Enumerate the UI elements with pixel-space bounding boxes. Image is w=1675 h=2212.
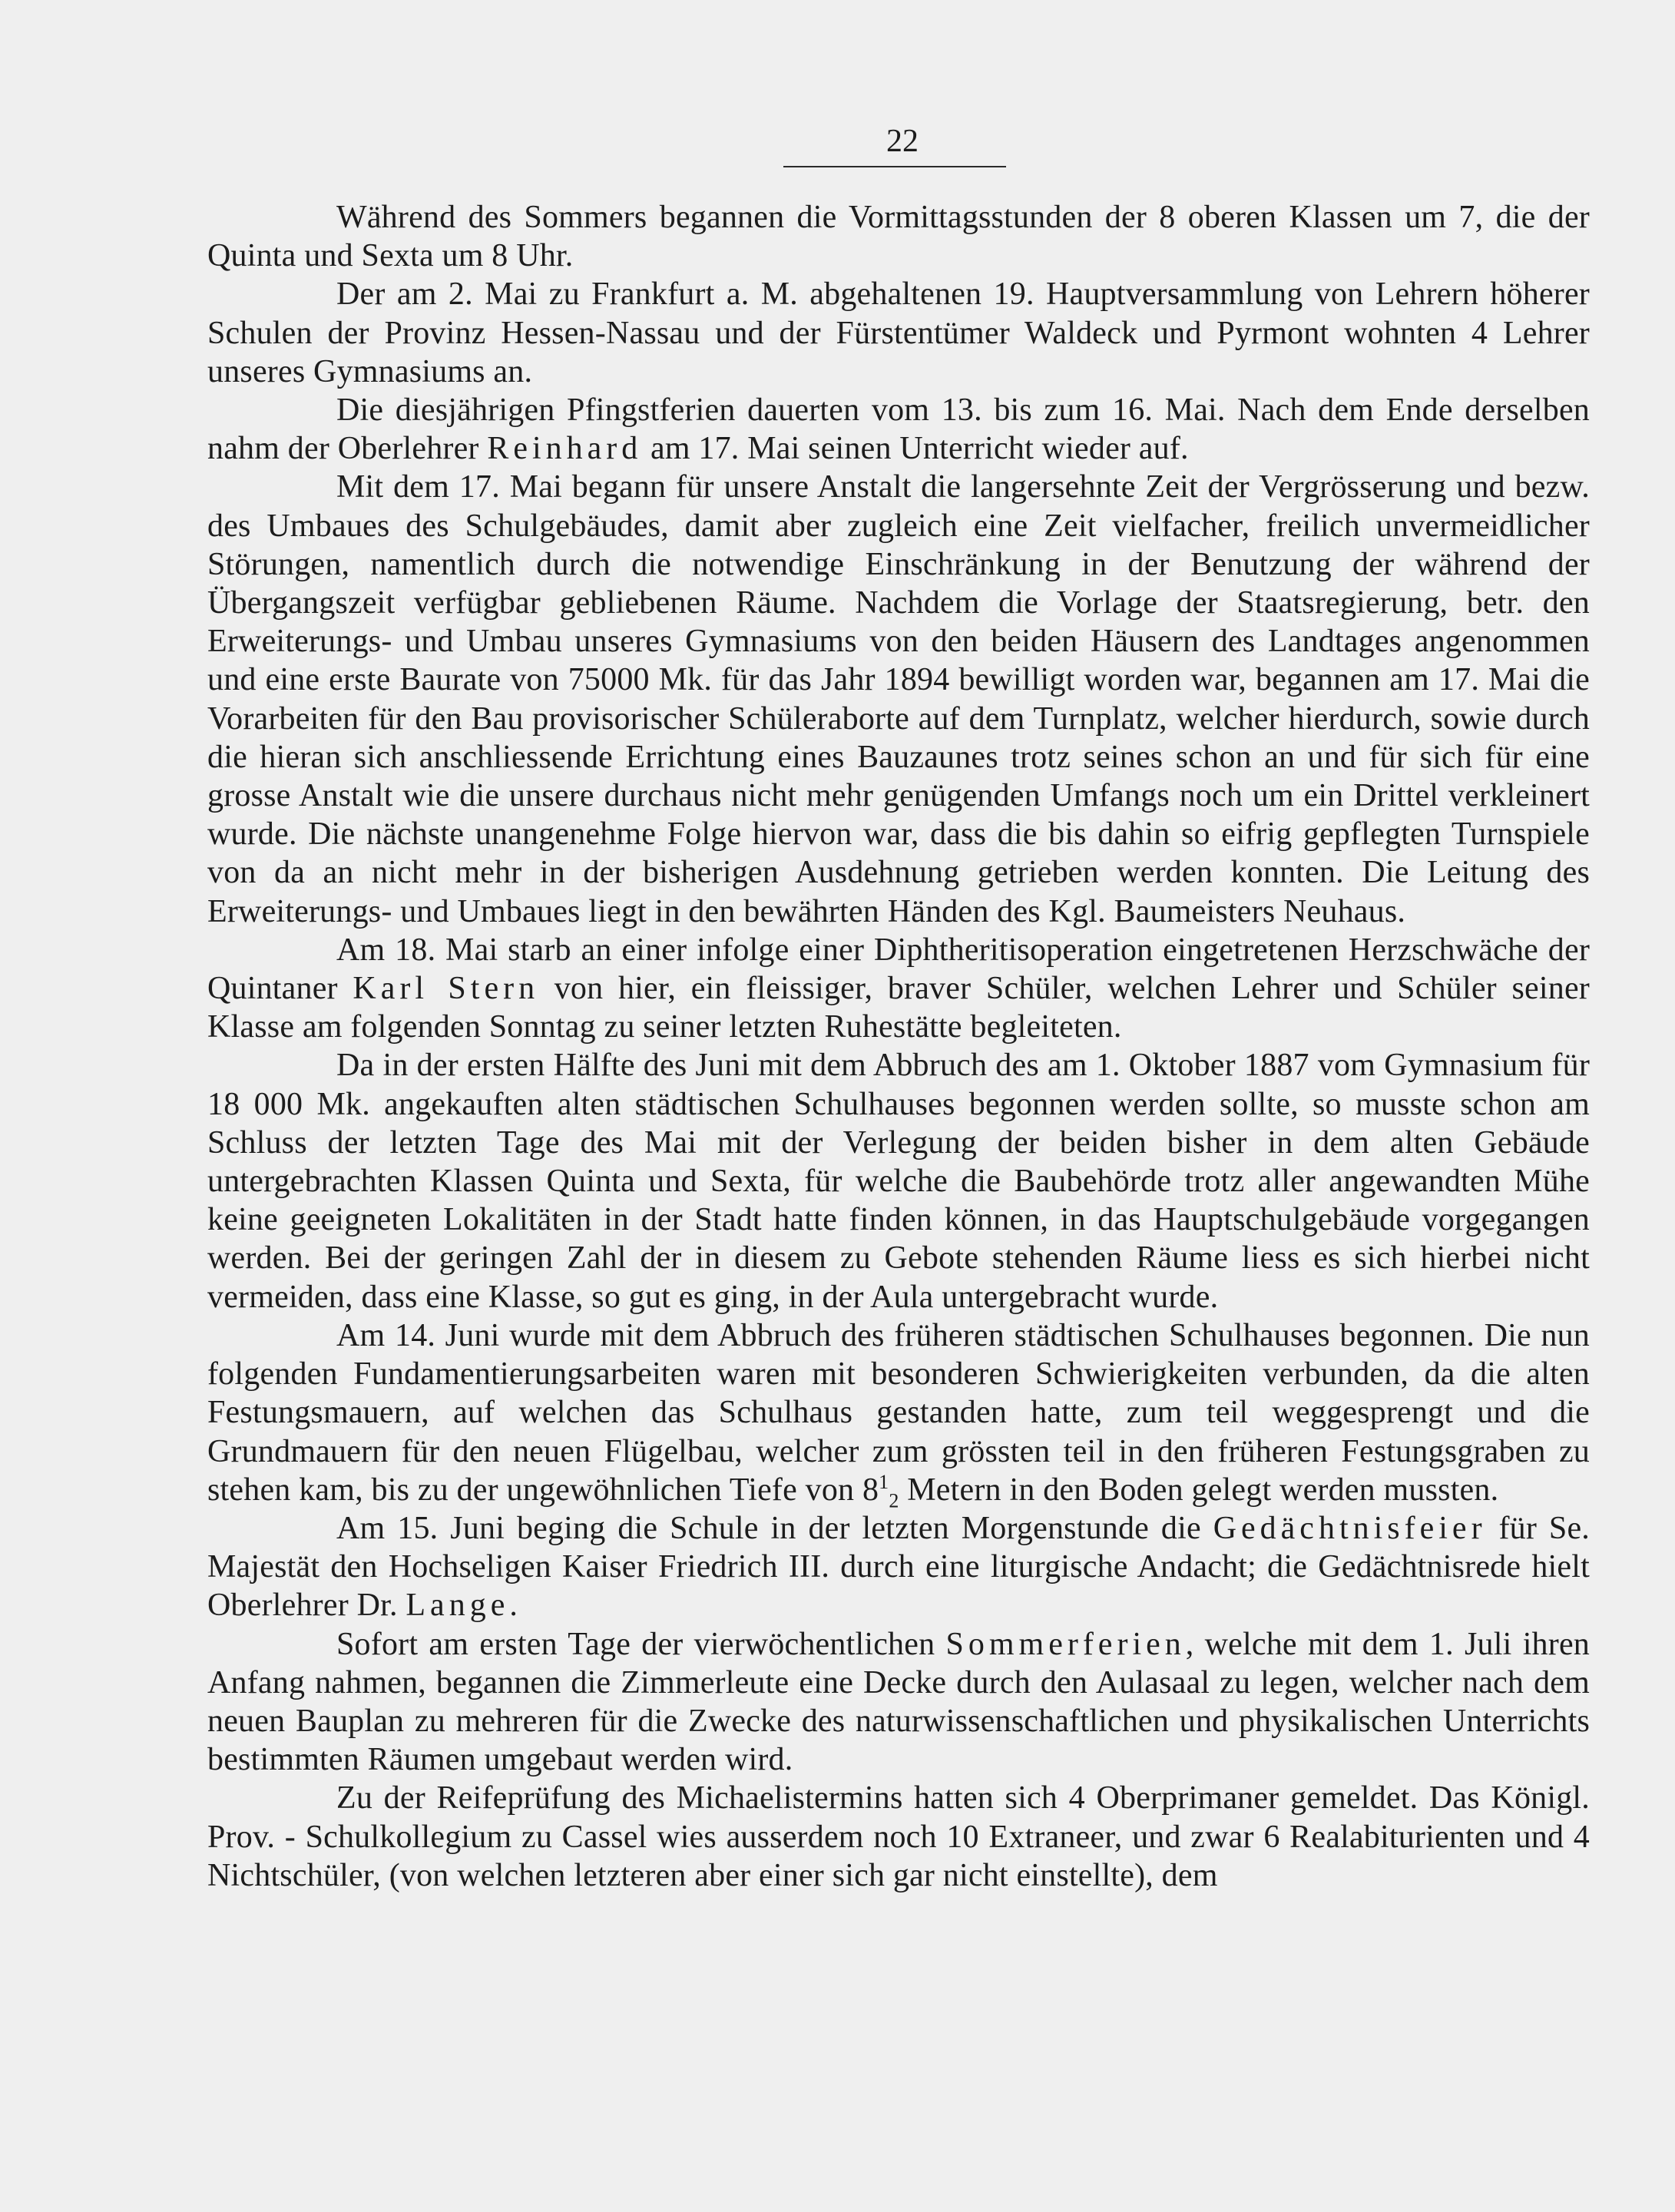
paragraph-9-text-a: Sofort am ersten Tage der vierwöchentlichen [336,1626,946,1662]
paragraph-3-text-b: am 17. Mai seinen Unterricht wieder auf. [642,431,1189,467]
paragraph-7-text-b: Metern in den Boden gelegt werden mussten. [899,1472,1499,1508]
header-rule [783,166,1006,167]
paragraph-8-text-a: Am 15. Juni beging die Schule in der letzten Morgenstunde die [336,1510,1213,1546]
paragraph-5 [207,931,1590,1047]
paragraph-1: Während des Sommers begannen die Vormittagsstunden der 8 oberen Klassen um 7, die der Quinta und Sexta um 8 Uhr. [207,200,1590,274]
paragraph-8-text-b: für Se. Majestät den Hochseligen Kaiser Friedrich III. durch eine liturgische Andacht; die Gedächtnisrede hielt Oberlehrer Dr. [207,1510,1590,1624]
sommerferien-spaced: Sommerferien [945,1626,1186,1662]
paragraph-9 [207,1625,1590,1780]
paragraph-5-text-b: von hier, ein fleissiger, braver Schüler, welchen Lehrer und Schüler seiner Klasse am folgenden Sonntag zu seiner letzten Ruhestätte begleiteten. [207,971,1590,1045]
fraction-denominator: 2 [889,1489,899,1512]
paragraph-3-text-a: Die diesjährigen Pfingstferien dauerten vom 13. bis zum 16. Mai. Nach dem Ende derselben nahm der Oberlehrer [207,392,1590,467]
paragraph-9-text-b: , welche mit dem 1. Juli ihren Anfang nahmen, begannen die Zimmerleute eine Decke durch den Aulasaal zu legen, welcher nach dem neuen Bauplan zu mehreren für die Zwecke des naturwissenschaftlichen und physikalischen Unterrichts bestimmten Räumen umgebaut werden wird. [207,1626,1590,1778]
paragraph-8 [207,1509,1590,1625]
teacher-name-reinhard: Reinhard [487,431,643,467]
paragraph-8-text-c: . [509,1588,518,1624]
paragraph-10: Zu der Reifeprüfung des Michaelistermins hatten sich 4 Oberprimaner gemeldet. Das Königl. Prov. - Schulkollegium zu Cassel wies ausserdem noch 10 Extraneer, und zwar 6 Realabiturienten und 4 Nichtschüler, (von welchen letzteren aber einer sich gar nicht einstellte), dem [207,1780,1590,1893]
gedaechtnisfeier-spaced: Gedächtnisfeier [1213,1510,1487,1546]
fraction-numerator: 1 [879,1470,889,1493]
body-text [207,198,1590,1895]
student-name-karl-stern: Karl Stern [353,971,540,1007]
paragraph-7 [207,1316,1590,1512]
teacher-name-lange: Lange [406,1588,510,1624]
paragraph-3 [207,391,1590,468]
paragraph-6: Da in der ersten Hälfte des Juni mit dem Abbruch des am 1. Oktober 1887 vom Gymnasium für 18 000 Mk. angekauften alten städtischen Schulhauses begonnen werden sollte, so musste schon am Schluss der letzten Tage des Mai mit der Verlegung der beiden bisher in dem alten Gebäude untergebrachten Klassen Quinta und Sexta, für welche die Baubehörde trotz aller angewandten Mühe keine geeigneten Lokalitäten in der Stadt hatte finden können, in das Hauptschulgebäude vorgegangen werden. Bei der geringen Zahl der in diesem zu Gebote stehenden Räume liess es sich hierbei nicht vermeiden, dass eine Klasse, so gut es ging, in der Aula untergebracht wurde. [207,1048,1590,1315]
page-number: 22 [886,124,919,159]
paragraph-5-text-a: Am 18. Mai starb an einer infolge einer Diphtheritisoperation eingetretenen Herzschwäche der Quintaner [207,932,1590,1007]
paragraph-2: Der am 2. Mai zu Frankfurt a. M. abgehaltenen 19. Hauptversammlung von Lehrern höherer Schulen der Provinz Hessen-Nassau und der Fürstentümer Waldeck und Pyrmont wohnten 4 Lehrer unseres Gymnasiums an. [207,276,1590,389]
paragraph-4: Mit dem 17. Mai begann für unsere Anstalt die langersehnte Zeit der Vergrösserung und bezw. des Umbaues des Schulgebäudes, damit aber zugleich eine Zeit vielfacher, freilich unvermeidlicher Störungen, namentlich durch die notwendige Einschränkung in der Benutzung der während der Übergangszeit verfügbar gebliebenen Räume. Nachdem die Vorlage der Staatsregierung, betr. den Erweiterungs- und Umbau unseres Gymnasiums von den beiden Häusern des Landtages angenommen und eine erste Baurate von 75000 Mk. für das Jahr 1894 bewilligt worden war, begannen am 17. Mai die Vorarbeiten für den Bau provisorischer Schüleraborte auf dem Turnplatz, welcher hierdurch, sowie durch die hieran sich anschliessende Errichtung eines Bauzaunes trotz seines schon an und für sich für eine grosse Anstalt wie die unsere durchaus nicht mehr genügenden Umfangs noch um ein Drittel verkleinert wurde. Die nächste unangenehme Folge hiervon war, dass die bis dahin so eifrig gepflegten Turnspiele von da an nicht mehr in der bisherigen Ausdehnung getrieben werden konnten. Die Leitung des Erweiterungs- und Umbaues liegt in den bewährten Händen des Kgl. Baumeisters Neuhaus. [207,469,1590,929]
paragraph-7-text-a: Am 14. Juni wurde mit dem Abbruch des früheren städtischen Schulhauses begonnen. Die nun folgenden Fundamentierungsarbeiten waren mit besonderen Schwierigkeiten verbunden, da die alten Festungsmauern, auf welchen das Schulhaus gestanden hatte, zum teil weggesprengt und die Grundmauern für den neuen Flügelbau, welcher zum grössten teil in den früheren Festungsgraben zu stehen kam, bis zu der ungewöhnlichen Tiefe von 8 [207,1317,1590,1508]
